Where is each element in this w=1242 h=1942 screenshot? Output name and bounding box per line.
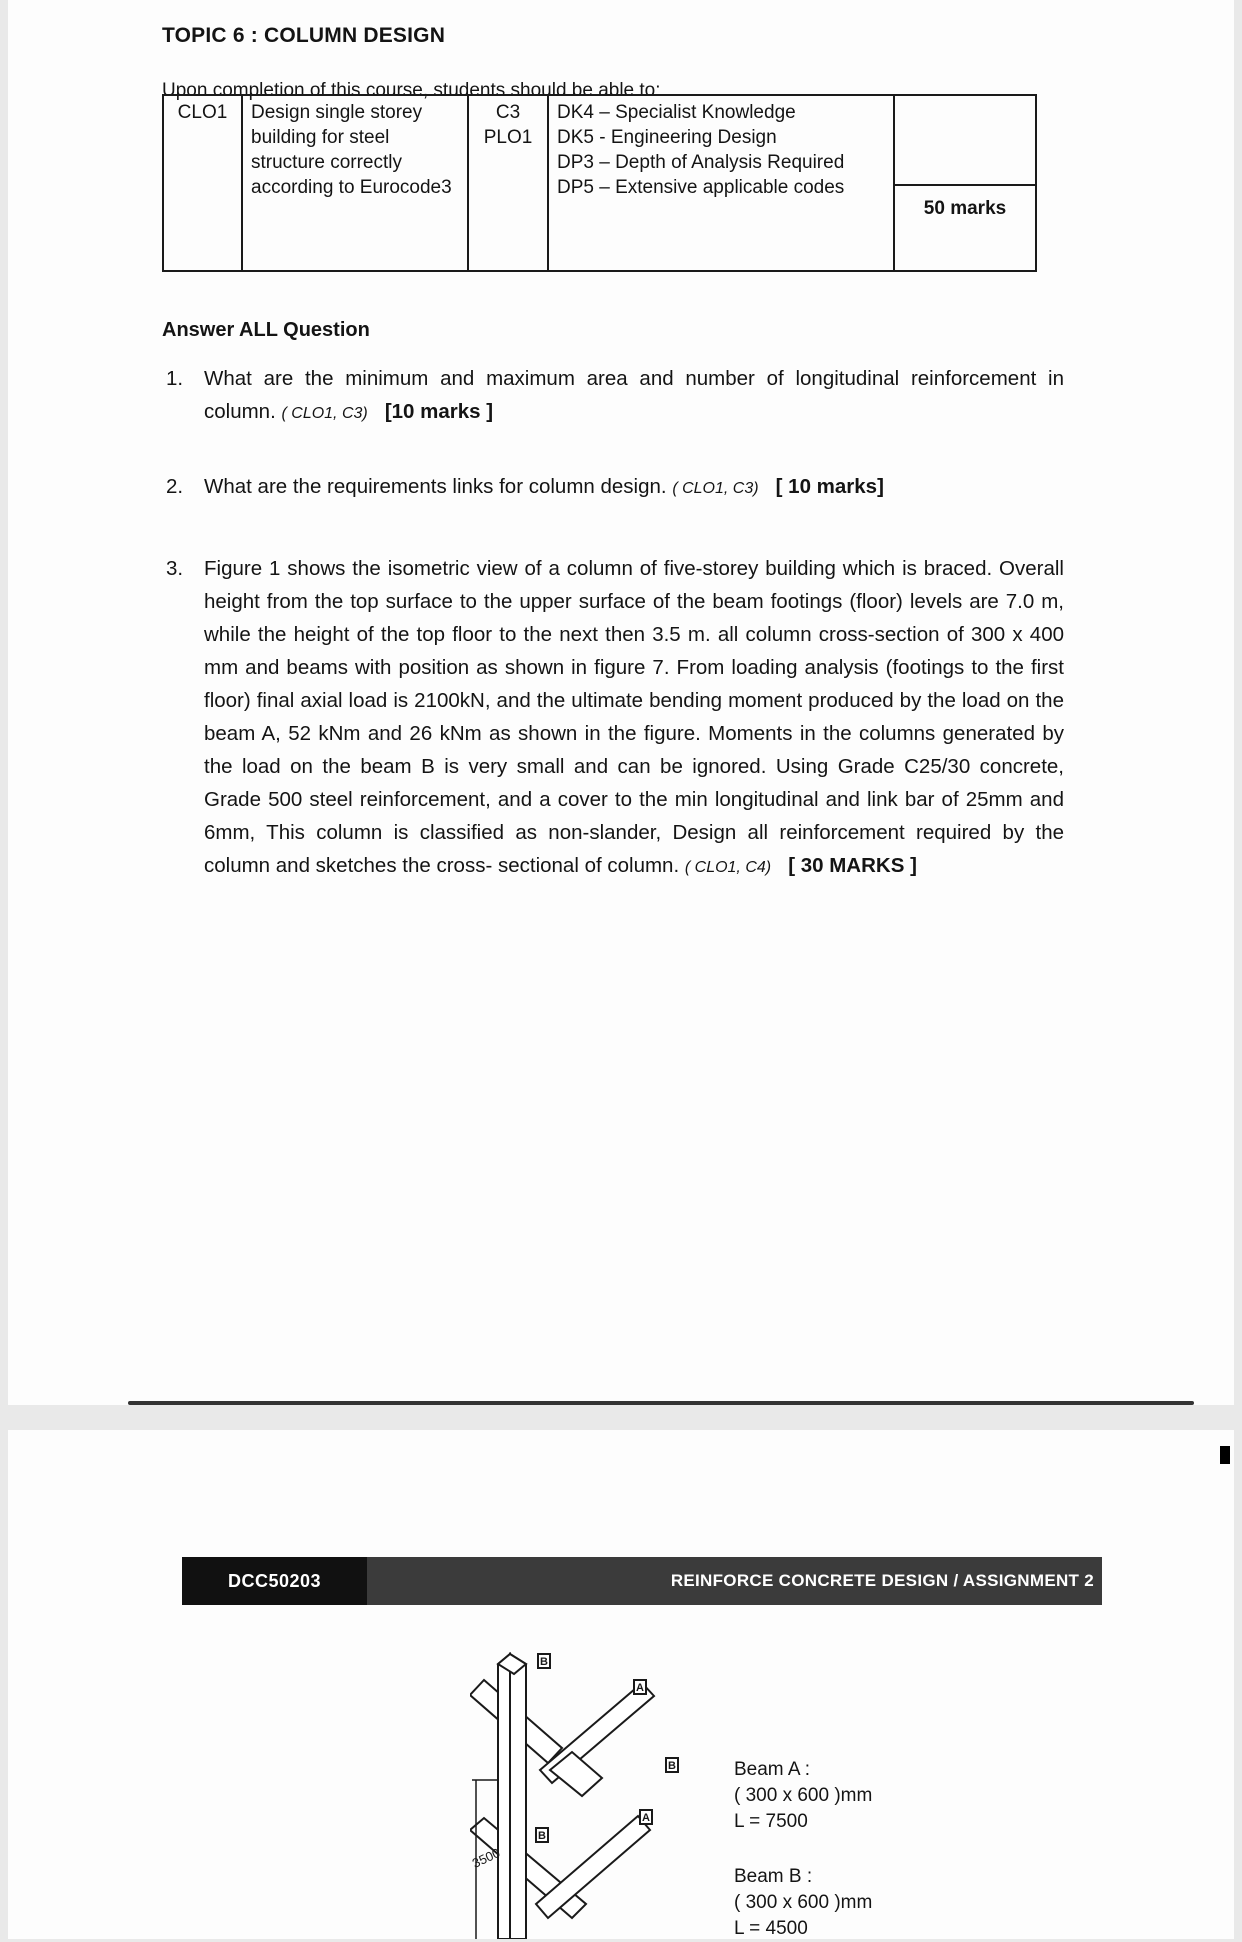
instruction: Answer ALL Question	[162, 319, 370, 341]
cognitive-level: C3	[495, 102, 521, 123]
beam-a-size: ( 300 x 600 )mm	[734, 1785, 873, 1806]
beam-tag: A	[642, 1812, 650, 1824]
beam-tag: B	[668, 1760, 676, 1772]
attribute-item: DP5 – Extensive applicable codes	[557, 177, 845, 198]
plo-code: PLO1	[483, 127, 533, 148]
clo-reference: ( CLO1, C3)	[281, 405, 368, 422]
column-front	[498, 1654, 510, 1939]
attribute-item: DP3 – Depth of Analysis Required	[557, 152, 845, 173]
question-number: 3.	[166, 557, 184, 580]
clo-code: CLO1	[163, 95, 242, 271]
question-marks: [ 10 marks]	[775, 475, 884, 498]
beam-b-lower-left	[470, 1818, 586, 1918]
beam-tag: B	[540, 1656, 548, 1668]
marks-cell	[894, 95, 1036, 271]
scan-mark	[1220, 1446, 1230, 1464]
attribute-item: DK5 - Engineering Design	[557, 127, 777, 148]
dimension-label: 3500	[470, 1845, 503, 1871]
topic-title: TOPIC 6 : COLUMN DESIGN	[162, 24, 446, 47]
column-side	[510, 1654, 526, 1939]
question-text: Figure 1 shows the isometric view of a column of five-storey building which is braced. Overall height from the top surface to the upper surface of the beam footings (floor) levels are 7.0 m, while the height of the top floor to the next then 3.5 m. all column cross-section of 300 x 400 mm and beams with position as shown in figure 7. From loading analysis (footings to the first floor) final axial load is 2100kN, and the ultimate bending moment produced by the load on the beam A, 52 kNm and 26 kNm as shown in the figure. Moments in the columns generated by the load on the beam B is very small and can be ignored. Using Grade C25/30 concrete, Grade 500 steel reinforcement, and a cover to the min longitudinal and link bar of 25mm and 6mm, This column is classified as non-slander, Design all reinforcement required by the column and sketches the cross- sectional of column.	[204, 557, 1064, 877]
beam-b-label	[734, 1864, 872, 1942]
question-number: 1.	[166, 367, 184, 390]
beam-a-lower-right	[536, 1816, 650, 1918]
question-number: 2.	[166, 475, 184, 498]
total-marks: 50 marks	[923, 198, 1007, 219]
beam-b-size: ( 300 x 600 )mm	[734, 1892, 873, 1913]
beam-a-length: L = 7500	[734, 1811, 808, 1832]
clo-reference: ( CLO1, C4)	[684, 859, 772, 876]
assignment-header	[182, 1557, 1102, 1605]
beam-b-title: Beam B :	[734, 1866, 813, 1887]
clo-attributes	[548, 95, 894, 271]
clo-reference: ( CLO1, C3)	[672, 480, 759, 497]
question-1	[166, 362, 1064, 430]
clo-description: Design single storey building for steel structure correctly according to Eurocode3	[242, 95, 468, 271]
beam-tag: B	[538, 1830, 546, 1842]
question-marks: [10 marks ]	[384, 400, 494, 423]
clo-level	[468, 95, 548, 271]
course-code: DCC50203	[182, 1557, 367, 1605]
course-title: REINFORCE CONCRETE DESIGN / ASSIGNMENT 2	[670, 1571, 1094, 1590]
question-text: What are the minimum and maximum area and number of longitudinal reinforcement in column.	[204, 367, 1064, 423]
clo-table	[162, 94, 1037, 272]
beam-a-label	[734, 1757, 872, 1835]
beam-b-length: L = 4500	[734, 1918, 808, 1939]
beam-a-title: Beam A :	[734, 1759, 811, 1780]
isometric-column-figure	[470, 1640, 730, 1939]
beam-tag: A	[636, 1682, 644, 1694]
intro-text: Upon completion of this course, students should be able to:	[162, 80, 661, 101]
question-2	[166, 470, 1064, 505]
question-text: What are the requirements links for column design.	[204, 475, 667, 498]
question-marks: [ 30 MARKS ]	[788, 854, 917, 877]
attribute-item: DK4 – Specialist Knowledge	[557, 102, 796, 123]
question-3	[166, 552, 1064, 884]
